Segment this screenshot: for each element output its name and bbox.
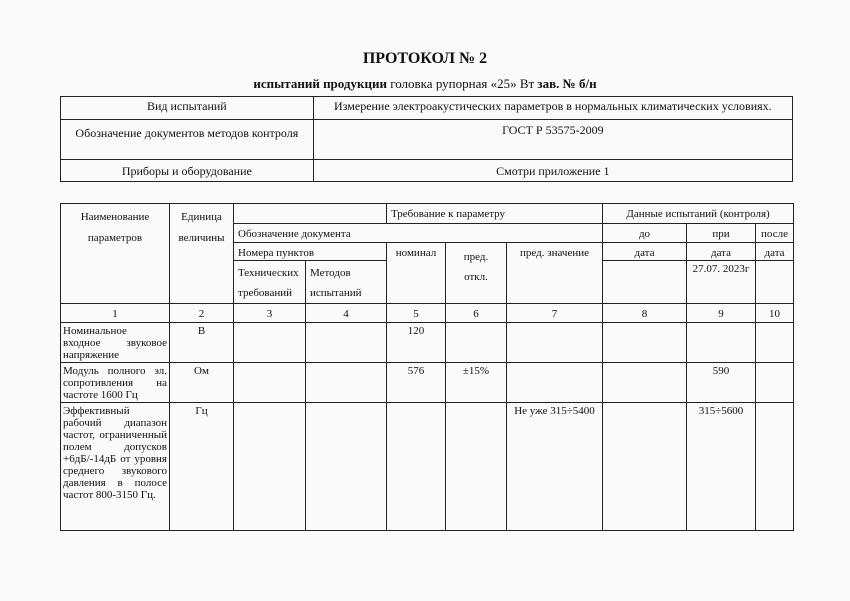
param-unit: В [170,323,234,363]
param-name: Номинальное входное звуковое напряжение [61,323,170,363]
header-tech-requirements: Технических требований [234,261,306,304]
subtitle-bold-2: зав. № б/н [537,76,597,91]
param-tolerance: ±15% [446,363,507,403]
col-number: 6 [446,304,507,323]
info-row-test-type [61,97,793,120]
param-during: 315÷5600 [687,403,756,531]
date-after-value [756,261,794,304]
test-date-value: 27.07. 2023г [687,261,756,304]
param-name: Модуль полного эл. сопротивления на частоте 1600 Гц [61,363,170,403]
col-number: 2 [170,304,234,323]
header-parameter-name: Наименование параметров [61,204,170,304]
info-label-docs: Обозначение документов методов контроля [61,120,314,160]
cell-methods [306,323,387,363]
info-row-docs [61,120,793,160]
subtitle-bold-1: испытаний продукции [253,76,387,91]
header-tolerance-line2: откл. [464,271,488,283]
date-before-value [603,261,687,304]
cell-tech [234,323,306,363]
param-unit: Гц [170,403,234,531]
document-subtitle [0,76,850,92]
header-date-during: дата [687,243,756,261]
cell-tech [234,363,306,403]
header-limit-value: пред. значение [507,243,603,304]
table-row [61,363,794,403]
info-row-equipment [61,160,793,182]
parameters-table [60,203,794,531]
param-tolerance [446,403,507,531]
param-tolerance [446,323,507,363]
param-unit: Ом [170,363,234,403]
col-number: 1 [61,304,170,323]
table-row [61,403,794,531]
cell-before [603,363,687,403]
header-during: при [687,224,756,243]
param-nominal: 576 [387,363,446,403]
header-test-data: Данные испытаний (контроля) [603,204,794,224]
info-label-test-type: Вид испытаний [61,97,314,120]
cell-after [756,403,794,531]
cell-before [603,403,687,531]
header-doc-designation: Обозначение документа [234,224,603,243]
info-label-equipment: Приборы и оборудование [61,160,314,182]
cell-after [756,323,794,363]
header-date-after: дата [756,243,794,261]
info-value-equipment: Смотри приложение 1 [313,160,792,182]
info-table [60,96,793,182]
param-during: 590 [687,363,756,403]
header-item-numbers: Номера пунктов [234,243,387,261]
header-before: до [603,224,687,243]
header-after: после [756,224,794,243]
param-during [687,323,756,363]
cell-methods [306,363,387,403]
info-value-test-type: Измерение электроакустических параметров в нормальных климатических условиях. [313,97,792,120]
header-blank [234,204,387,224]
cell-before [603,323,687,363]
column-numbers-row [61,304,794,323]
header-tolerance [446,243,507,304]
col-number: 7 [507,304,603,323]
subtitle-text: головка рупорная «25» Вт [386,76,538,91]
header-test-methods: Методов испытаний [306,261,387,304]
col-number: 3 [234,304,306,323]
cell-tech [234,403,306,531]
param-limit [507,363,603,403]
param-nominal [387,403,446,531]
param-name: Эффективный рабочий диапазон частот, ограниченный полем допусков +6дБ/-14дБ от уровня среднего звукового давления в полосе частот 800-3150 Гц. [61,403,170,531]
document-title: ПРОТОКОЛ № 2 [362,50,488,67]
col-number: 4 [306,304,387,323]
header-nominal: номинал [387,243,446,304]
info-value-docs: ГОСТ Р 53575-2009 [313,120,792,160]
col-number: 9 [687,304,756,323]
header-unit: Единица величины [170,204,234,304]
col-number: 8 [603,304,687,323]
header-date-before: дата [603,243,687,261]
col-number: 5 [387,304,446,323]
param-limit: Не уже 315÷5400 [507,403,603,531]
header-tolerance-line1: пред. [463,251,489,263]
param-limit [507,323,603,363]
cell-after [756,363,794,403]
cell-methods [306,403,387,531]
header-requirement: Требование к параметру [387,204,603,224]
table-row [61,323,794,363]
param-nominal: 120 [387,323,446,363]
col-number: 10 [756,304,794,323]
